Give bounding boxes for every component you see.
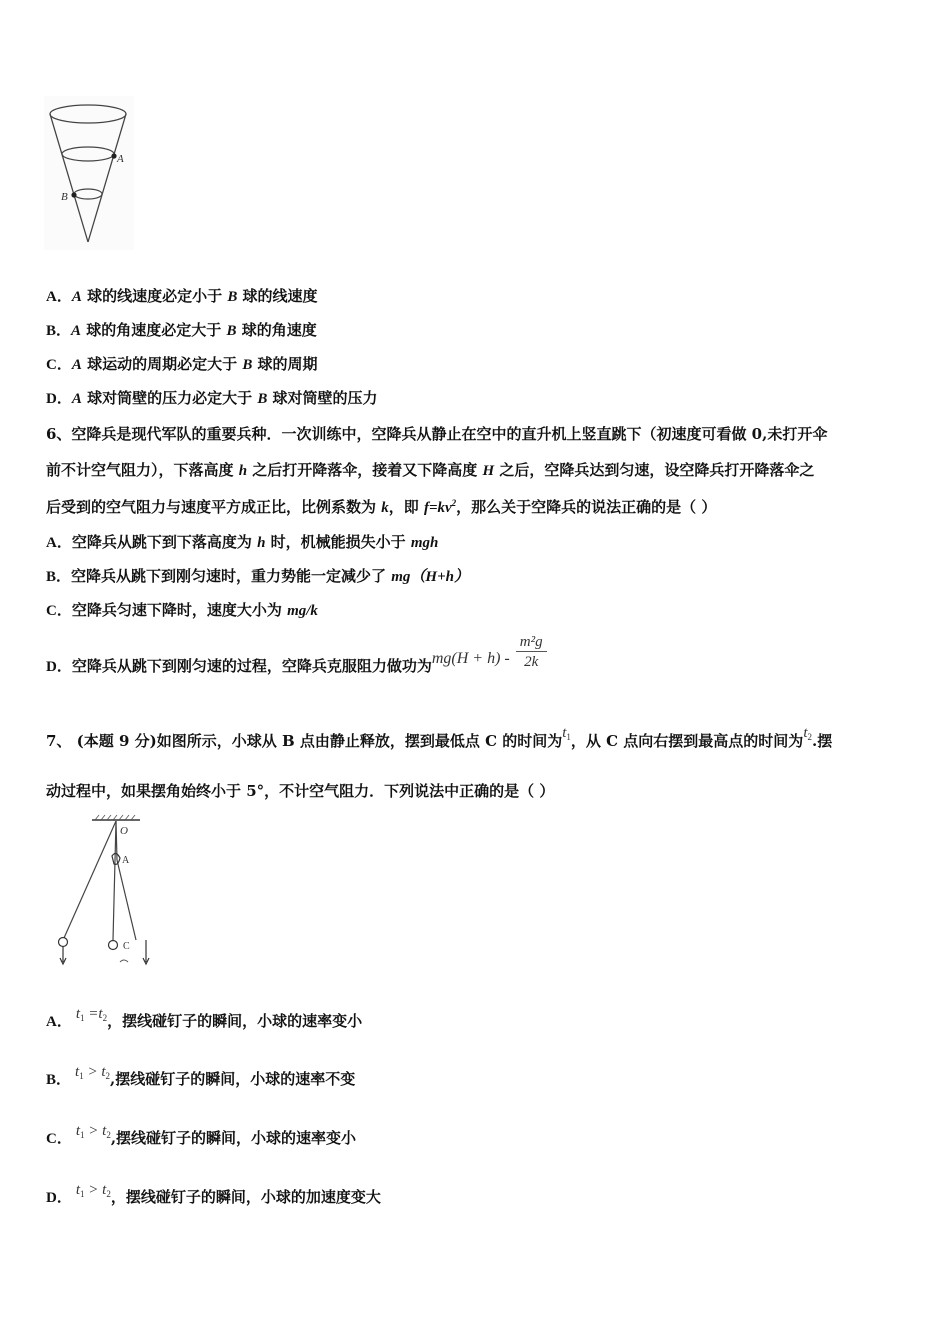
option-letter: A． [46,289,72,305]
option-letter: D． [46,391,72,407]
q7-option-b: B． $t_1 > t_2$,摆线碰钉子的瞬间，小球的速率不变 [46,1064,356,1088]
q6-stem-line1: 6、空降兵是现代军队的重要兵种．一次训练中，空降兵从静止在空中的直升机上竖直跳下（初速度可看做 0,未打开伞 [46,425,828,443]
ball-right-trace [120,960,128,962]
ball-c [109,941,118,950]
option-letter: C． [46,603,72,619]
pendulum-figure [50,812,165,972]
ball-a [111,153,116,158]
string-left [64,821,116,938]
q6-stem-line3: 后受到的空气阻力与速度平方成正比，比例系数为 k，即 $f=kv^2$，那么关于空降兵的说法正确的是（ ） [46,498,717,516]
peg-label-a: A [122,855,130,866]
q7-option-d: D． $t_1 > t_2$，摆线碰钉子的瞬间，小球的加速度变大 [46,1182,381,1206]
ball-b [71,192,76,197]
peg-a [112,853,120,864]
string-center [113,821,116,940]
option-letter: A． [46,535,72,551]
option-letter: A． [46,1014,72,1030]
string-right-lower [117,860,136,940]
q6-option-c: C．空降兵匀速下降时，速度大小为 mg/k [46,601,318,619]
work-fraction: $\frac{\text{m²g}}{2k}$ [516,634,547,671]
cone-label-b: B [61,191,68,203]
work-formula: mg(H + h) - [431,649,510,667]
ball-label-c: C [123,941,130,952]
q5-option-d: D．A 球对筒壁的压力必定大于 B 球对筒壁的压力 [46,389,378,407]
q6-option-d: D．空降兵从跳下到刚匀速的过程，空降兵克服阻力做功为mg(H + h) - $\frac{\text{m²g}}{2k}$ [46,634,547,671]
q5-option-c: C．A 球运动的周期必定大于 B 球的周期 [46,355,318,373]
option-letter: D． [46,658,72,675]
ball-left [59,938,68,947]
option-letter: C． [46,357,72,373]
q7-option-a: A． $t_1 =t_2$，摆线碰钉子的瞬间，小球的速率变小 [46,1006,363,1030]
option-letter: C． [46,1131,72,1147]
q6-option-b: B．空降兵从跳下到刚匀速时，重力势能一定减少了 mg（H+h） [46,567,469,585]
pivot-label-o: O [120,825,128,837]
q7-option-c: C． $t_1 > t_2$,摆线碰钉子的瞬间，小球的速率变小 [46,1123,357,1147]
option-letter: D． [46,1190,72,1206]
q7-stem-line1: 7、 (本题 9 分)如图所示，小球从 B 点由静止释放，摆到最低点 C 的时间为$t_1$，从 C 点向右摆到最高点的时间为$t_2$.摆 [46,725,833,750]
q6-stem-line2: 前不计空气阻力），下落高度 h 之后打开降落伞，接着又下降高度 H 之后，空降兵达到匀速，设空降兵打开降落伞之 [46,461,815,479]
q5-option-b: B．A 球的角速度必定大于 B 球的角速度 [46,321,317,339]
q5-option-a: A．A 球的线速度必定小于 B 球的线速度 [46,287,318,305]
q6-option-a: A．空降兵从跳下到下落高度为 h 时，机械能损失小于 mgh [46,533,439,551]
q7-stem-line2: 动过程中，如果摆角始终小于 5°，不计空气阻力．下列说法中正确的是（ ） [46,782,555,800]
option-letter: B． [46,323,72,339]
option-letter: B． [46,1072,72,1088]
cone-label-a: A [117,153,124,165]
cone-figure [42,94,138,252]
option-letter: B． [46,569,72,585]
